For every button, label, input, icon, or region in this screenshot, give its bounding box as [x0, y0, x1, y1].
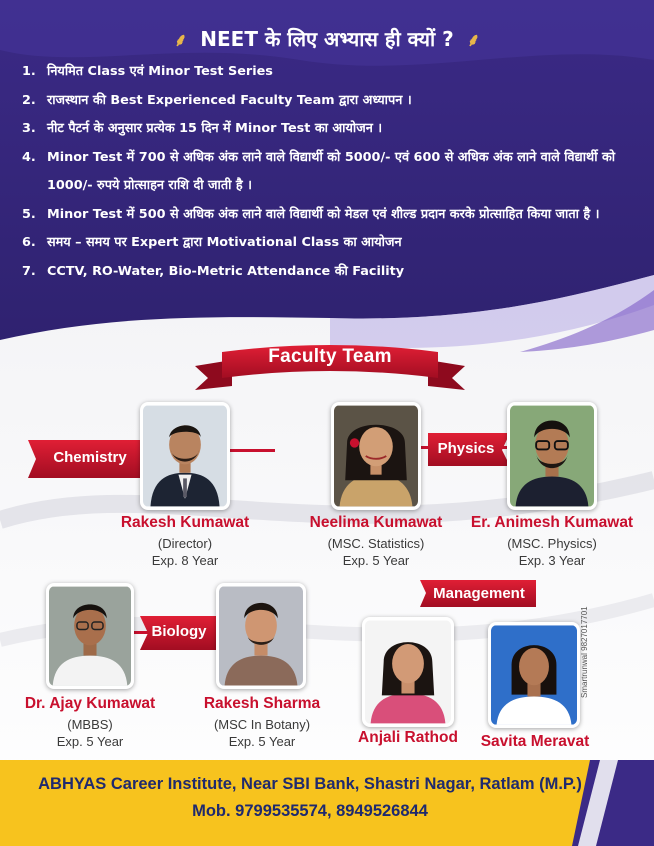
- footer-address: ABHYAS Career Institute, Near SBI Bank, Shastri Nagar, Ratlam (M.P.): [38, 775, 582, 793]
- chemistry-label: Chemistry: [53, 449, 127, 466]
- rakesh-kumawat-role: (Director): [157, 536, 213, 551]
- neelima-kumawat-name: Neelima Kumawat: [309, 514, 443, 531]
- person-avatar-icon: [334, 405, 418, 507]
- item-number: 5.: [22, 206, 36, 222]
- left-ornament-icon: ⸙: [173, 30, 188, 51]
- footer-mobile: Mob. 9799535574, 8949526844: [192, 802, 428, 820]
- rakesh-kumawat-photo: [140, 402, 230, 510]
- neelima-kumawat-photo: [331, 402, 421, 510]
- rakesh-kumawat-exp: Exp. 8 Year: [151, 553, 219, 568]
- animesh-kumawat-name: Er. Animesh Kumawat: [470, 514, 634, 531]
- item-number: 6.: [22, 235, 36, 250]
- item-number: 1.: [22, 64, 36, 79]
- person-avatar-icon: [49, 586, 131, 686]
- item-number: 3.: [22, 121, 36, 136]
- list-item: [22, 229, 642, 258]
- person-avatar-icon: [510, 405, 594, 507]
- item-number: 7.: [22, 263, 36, 279]
- list-item: [22, 87, 642, 116]
- anjali-rathod-name: Anjali Rathod: [358, 729, 458, 746]
- item-text: राजस्थान की Best Experienced Faculty Team द्वारा अध्यापन ।: [47, 92, 412, 108]
- rakesh-sharma-role: (MSC In Botany): [213, 717, 311, 732]
- item-text: Minor Test में 700 से अधिक अंक लाने वाले विद्यार्थी को 5000/- एवं 600 से अधिक अंक लाने वाले विद्यार्थी को 1000/- रुपये प्रोत्साहन राशि दी जाती है ।: [47, 149, 616, 193]
- person-avatar-icon: [143, 405, 227, 507]
- rakesh-kumawat-name: Rakesh Kumawat: [120, 514, 250, 531]
- person-avatar-icon: [219, 586, 303, 686]
- title-text: NEET के लिए अभ्यास ही क्यों ?: [200, 27, 454, 51]
- ajay-kumawat-name: Dr. Ajay Kumawat: [24, 695, 156, 712]
- list-item: [22, 58, 642, 87]
- rakesh-sharma-name: Rakesh Sharma: [203, 695, 321, 712]
- item-number: 2.: [22, 92, 36, 108]
- reasons-list: [22, 58, 642, 286]
- item-text: नीट पैटर्न के अनुसार प्रत्येक 15 दिन में Minor Test का आयोजन ।: [47, 121, 383, 136]
- management-label: Management: [433, 585, 525, 602]
- right-ornament-icon: ⸙: [466, 30, 481, 51]
- item-number: 4.: [22, 149, 36, 165]
- neelima-kumawat-role: (MSC. Statistics): [327, 536, 425, 551]
- ajay-kumawat-photo: [46, 583, 134, 689]
- page-title: [0, 25, 654, 52]
- list-item: [22, 258, 642, 287]
- physics-label: Physics: [437, 440, 495, 457]
- item-text: Minor Test में 500 से अधिक अंक लाने वाले विद्यार्थी को मेडल एवं शील्ड प्रदान करके प्रोत्साहित किया जाता है ।: [47, 206, 600, 222]
- ajay-kumawat-role: (MBBS): [67, 717, 113, 732]
- list-item: [22, 201, 642, 230]
- animesh-kumawat-role: (MSC. Physics): [507, 536, 597, 551]
- neelima-kumawat-exp: Exp. 5 Year: [342, 553, 410, 568]
- item-text: CCTV, RO-Water, Bio-Metric Attendance की Facility: [47, 263, 405, 279]
- ajay-kumawat-exp: Exp. 5 Year: [56, 734, 124, 749]
- savita-meravat-name: Savita Meravat: [480, 733, 590, 750]
- list-item: [22, 144, 642, 201]
- person-avatar-icon: [491, 625, 577, 725]
- animesh-kumawat-exp: Exp. 3 Year: [518, 553, 586, 568]
- rakesh-sharma-photo: [216, 583, 306, 689]
- list-item: [22, 115, 642, 144]
- person-avatar-icon: [365, 620, 451, 724]
- item-text: नियमित Class एवं Minor Test Series: [47, 64, 273, 79]
- item-text: समय – समय पर Expert द्वारा Motivational Class का आयोजन: [47, 235, 402, 250]
- rakesh-sharma-exp: Exp. 5 Year: [228, 734, 296, 749]
- faculty-team-banner: Faculty Team: [268, 346, 392, 367]
- savita-meravat-photo: [488, 622, 580, 728]
- animesh-kumawat-photo: [507, 402, 597, 510]
- anjali-rathod-photo: [362, 617, 454, 727]
- designer-credit: Smartrunwal 9827017701: [580, 606, 589, 698]
- biology-label: Biology: [151, 623, 207, 640]
